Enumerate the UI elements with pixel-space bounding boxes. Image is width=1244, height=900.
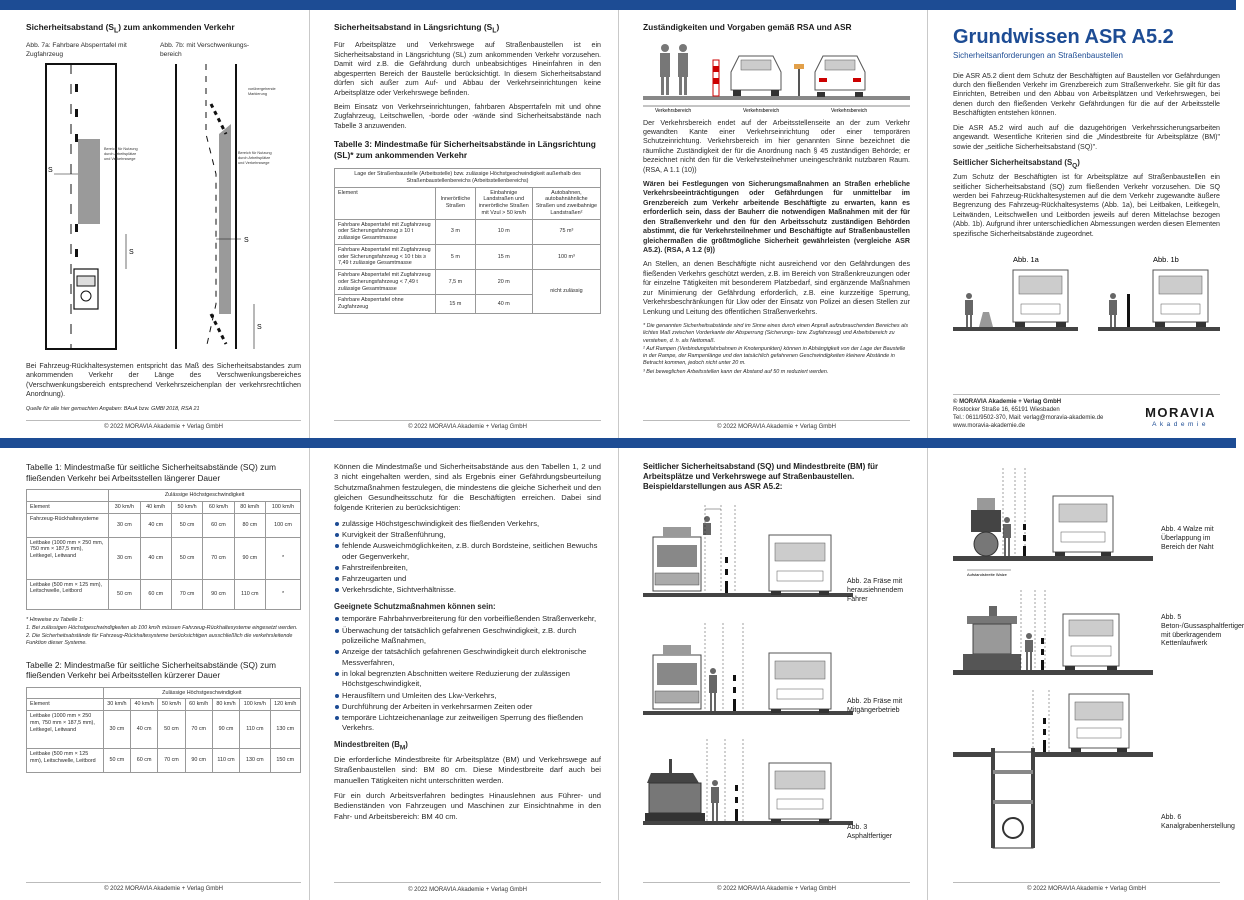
truck-icon xyxy=(769,763,831,823)
paragraph: Können die Mindestmaße und Sicherheitsabstände aus den Tabellen 1, 2 und 3 nicht eingehalten werden, sind als Ergebnis einer Gefährdungsbeurteilung Schutzmaßnahmen festzulegen, die mindestens die gleiche Sicherheit und den gleichen Gesundheitsschutz für die Beschäftigten erreichen. Dabei sind folgende Kriterien zu berücksichtigen: xyxy=(334,462,601,513)
traffic-area-figure xyxy=(643,38,910,113)
list-item: Anzeige der tatsächlich gefahrenen Geschwindigkeit durch elektronische Messverfahren, xyxy=(334,647,601,668)
panel-title: Seitlicher Sicherheitsabstand (SQ) und Mindestbreite (BM) für Arbeitsplätze und Verkehrswege auf Straßenbaustellen. Beispieldarstellungen aus ASR A5.2: xyxy=(643,462,879,491)
leitbake-icon xyxy=(1043,718,1046,752)
list-item: zulässige Höchstgeschwindigkeit des fließenden Verkehrs, xyxy=(334,519,601,529)
table-row: Fahrzeug-Rückhaltesysteme 30 cm 40 cm 50 cm 60 cm 80 cm 100 cm xyxy=(27,513,301,537)
figure-caption-7a: Abb. 7a: Fahrbare Absperrtafel mit Zugfahrzeug xyxy=(26,42,127,59)
figure-label-1b: Abb. 1b xyxy=(1153,255,1179,265)
list-item: Fahrstreifenbreiten, xyxy=(334,563,601,573)
footer: © 2022 MORAVIA Akademie + Verlag GmbH xyxy=(408,424,527,431)
table-header: Lage der Straßenbaustelle (Arbeitsstelle) bzw. zulässige Höchstgeschwindigkeit außerhalb des Straßenbaustellenbereichs (Arbeitsstellenbereichs) xyxy=(335,169,601,188)
criteria-list xyxy=(334,519,601,596)
svg-text:durch Arbeitsplätze: durch Arbeitsplätze xyxy=(104,151,137,156)
truck-icon xyxy=(1069,694,1129,752)
worker-icon xyxy=(711,780,719,821)
truck-icon xyxy=(1053,496,1113,556)
list-item: Überwachung der tatsächlich gefahrenen Geschwindigkeit, z.B. durch polizeiliche Maßnahmen, xyxy=(334,626,601,647)
paragraph: Für Arbeitsplätze und Verkehrswege auf Straßenbaustellen ist ein Sicherheitsabstand in Längsrichtung (SL) zum ankommenden Verkehr vorzusehen. Damit wird z.B. die Gefährdung durch unbeabsichtiges Hineinfahren in den abgesperrten Bereich der Baustelle berücksichtigt. In diesem Sicherheitsabstand dürfen sich außer zum Auf- und Abbau der Verkehrseinrichtungen keine Arbeitsplätze oder Verkehrswege befinden. xyxy=(334,41,601,97)
svg-text:Bereich für Nutzung: Bereich für Nutzung xyxy=(238,150,272,155)
worker-icon xyxy=(965,293,973,327)
paragraph: Für ein durch Arbeitsverfahren bedingtes Hinauslehnen aus Führer- und Bedienständen von Fahrzeugen und Maschinen zur Einsichtnahme in den Fahr- und Arbeitsbereich: BM 40 cm. xyxy=(334,791,601,821)
barrier-icon xyxy=(979,312,993,327)
leitbake-icon xyxy=(733,675,736,711)
footer-rule xyxy=(643,882,910,883)
top-band xyxy=(0,0,1236,10)
contact: Tel.: 0611/9502-370, Mail: verlag@moravia-akademie.de xyxy=(953,415,1104,422)
table-col-header: Innerörtliche Straßen xyxy=(436,187,476,219)
label-sl: S xyxy=(129,248,134,256)
footer: © 2022 MORAVIA Akademie + Verlag GmbH xyxy=(717,886,836,893)
milling-machine-icon xyxy=(653,645,701,709)
list-item: in lokal begrenzten Abschnitten weitere Reduzierung der zulässigen Höchstgeschwindigkeit, xyxy=(334,669,601,690)
footnote: 1. Bei zulässigen Höchstgeschwindigkeiten ab 100 km/h müssen Fahrzeug-Rückhaltesysteme eingesetzt werden. xyxy=(26,624,298,631)
car-icon xyxy=(815,56,865,97)
table-1: Zulässige Höchstgeschwindigkeit Element 30 km/h 40 km/h 50 km/h 60 km/h 80 km/h 100 km/h Fahrzeug-Rückhaltesysteme 30 cm 40 cm 50 cm 60 cm 80 cm 100 cm Leitbake (1000 mm × 250 mm, 750 mm × 187,5 mm), Leitkegel, Leitwand 30 cm 40 cm 50 cm 70 cm 90 cm * Leitbake (500 mm × 125 mm), Leitschwelle, Leitbord 50 cm 60 cm 70 cm 90 cm 110 cm * xyxy=(26,489,301,610)
list-item: Herausfiltern und Umleiten des Lkw-Verkehrs, xyxy=(334,691,601,701)
footnote: 2. Die Sicherheitsabstände für Fahrzeug-Rückhaltesysteme berücksichtigen ausschließlich die verkehrsleitende Funktion dieser Systeme. xyxy=(26,633,293,647)
footer: © 2022 MORAVIA Akademie + Verlag GmbH xyxy=(408,886,527,893)
figure-caption-2a: Abb. 2a Fräse mit herausiehnendem Fahrer xyxy=(847,578,904,603)
document-subtitle: Sicherheitsanforderungen an Straßenbaustellen xyxy=(953,51,1123,60)
sign-post-icon xyxy=(794,64,804,96)
worker-icon xyxy=(1025,633,1033,670)
footer: © 2022 MORAVIA Akademie + Verlag GmbH xyxy=(1027,886,1146,893)
figure-caption-3: Abb. 3 Asphaltfertiger xyxy=(847,824,893,840)
panel-title: Sicherheitsabstand in Längsrichtung $(S_L)$ xyxy=(334,22,500,35)
list-item: Durchführung der Arbeiten in verkehrsarmen Zeiten oder xyxy=(334,702,601,712)
table-row: Fahrbare Absperrtafel mit Zugfahrzeug oder Sicherungsfahrzeug < 10 t bis ≥ 7,49 t zulässige Gesamtmasse 5 m 15 m 100 m³ xyxy=(335,244,601,269)
work-area xyxy=(219,124,231,314)
figure-label-1a: Abb. 1a xyxy=(1013,255,1039,265)
leitbake-icon xyxy=(1041,638,1044,670)
paragraph-bold: Wären bei Festlegungen von Sicherungsmaßnahmen an Straßen erhebliche Verkehrsbeeinträchtigungen oder Gefährdungen für unmittelbar im Grenzbereich zum Verkehr arbeitende Beschäftigte zu erwarten, kann es erforderlich sein, dass der Bauherr die notwendigen Maßnahmen mit der für den Straßenverkehr und den für den Arbeitsschutz zuständigen Behörden abstimmt, die für Verkehrsteilnehmer und Beschäftigte auf Straßenbaustellen gleichermaßen die größtmögliche Sicherheit gewährleisten (vergleiche ASR A5.2). (RSA, A 1.2 (9)) xyxy=(643,180,910,254)
svg-text:durch Arbeitsplätze: durch Arbeitsplätze xyxy=(238,155,271,160)
leitbake-icon xyxy=(735,785,738,821)
svg-text:und Verkehrswege: und Verkehrswege xyxy=(238,160,270,165)
truck-icon xyxy=(769,535,831,595)
footer-rule xyxy=(26,420,301,421)
svg-text:und Verkehrswege: und Verkehrswege xyxy=(104,156,136,161)
truck-icon xyxy=(1063,614,1119,670)
publisher: © MORAVIA Akademie + Verlag GmbH xyxy=(953,399,1062,405)
workers-icon xyxy=(660,44,688,95)
figure-4 xyxy=(953,462,1153,582)
website-link[interactable]: www.moravia-akademie.de xyxy=(953,423,1026,430)
figure-caption-5: Abb. 5 Beton-/Gussasphaltfertiger mit überkragendem Kettenlaufwerk xyxy=(1161,614,1244,648)
measures-list xyxy=(334,614,601,733)
figure-caption-7b: Abb. 7b: mit Verschwenkungs-bereich xyxy=(160,42,250,59)
footnote: * Die genannten Sicherheitsabstände sind im Sinne eines durch einen Anprall aufzubrauchenden Bereiches als lichtes Maß zwischen Vorderkante der Absperrung (Sicherungs- bzw. Zugfahrzeug) und Arbeitsbereich zu verstehen, d. h. als Nettomaß. xyxy=(643,322,909,344)
paragraph: An Stellen, an denen Beschäftigte nicht ausreichend vor den Gefährdungen des fließenden Verkehrs geschützt werden, z.B. im Bereich von Straßenkreuzungen oder für einzelne Tätigkeiten mit besonderem Platzbedarf, sind ergänzende Maßnahmen zur Minimierung der Gefährdung erforderlich, z.B. eine kurzzeitige Sperrung, Verkehrsbeschränkungen für Lkw oder der Einsatz von Polizei an diesen Stellen zur Lenkung und Leitung des öffentlichen Straßenverkehrs. xyxy=(643,260,910,316)
footer: © 2022 MORAVIA Akademie + Verlag GmbH xyxy=(717,424,836,431)
truck-icon xyxy=(74,269,98,309)
paragraph: Die erforderliche Mindestbreite für Arbeitsplätze (BM) und Verkehrswege auf Straßenbaustellen sind: BM 80 cm. Diese Mindestbreite darf auch bei manuellen Tätigkeiten nicht unterschritten werden. xyxy=(334,755,601,785)
figure-caption-4: Abb. 4 Walze mit Überlappung im Bereich der Naht xyxy=(1161,526,1214,551)
column-divider xyxy=(927,448,928,900)
panel-title: Sicherheitsabstand $(S_L)$ zum ankommenden Verkehr xyxy=(26,22,235,35)
worker-icon xyxy=(1109,293,1117,327)
moravia-logo: MORAVIA Akademie xyxy=(1145,405,1216,429)
source-note: Quelle für alle hier gemachten Angaben: BAuA bzw. GMBl 2018, RSA 21 xyxy=(26,405,200,412)
panel-sicherheitsabstand-ankommend xyxy=(18,22,309,438)
table-title: Tabelle 2: Mindestmaße für seitliche Sicherheitsabstände (SQ) zum fließenden Verkehr bei Arbeitsstellen kürzerer Dauer xyxy=(26,659,276,681)
section-heading: Seitlicher Sicherheitsabstand $(S_Q)$ xyxy=(953,158,1080,170)
table-title: Tabelle 1: Mindestmaße für seitliche Sicherheitsabstände (SQ) zum fließenden Verkehr bei Arbeitsstellen längerer Dauer xyxy=(26,462,276,483)
figure-3 xyxy=(643,733,910,833)
work-area xyxy=(78,139,100,224)
panel-abbildungen-4-6 xyxy=(945,462,1244,900)
list-item: Fahrzeugarten und xyxy=(334,574,601,584)
panel-schutzmassnahmen xyxy=(326,462,609,900)
table-title: Tabelle 3: Mindestmaße für Sicherheitsabstände in Längsrichtung (SL)* zum ankommenden Verkehr xyxy=(334,139,596,160)
milling-machine-icon xyxy=(653,527,701,591)
table-row: Fahrbare Absperrtafel mit Zugfahrzeug oder Sicherungsfahrzeug ≥ 10 t zulässige Gesamtmasse 3 m 10 m 75 m³ xyxy=(335,219,601,244)
figure-caption-2b: Abb. 2b Fräse mit Mitgängerbetrieb xyxy=(847,698,903,714)
list-item: temporäre Fahrbahnverbreiterung für den vorbeifließenden Straßenverkehr, xyxy=(334,614,601,624)
paragraph: Beim Einsatz von Verkehrseinrichtungen, fahrbaren Absperrtafeln mit und ohne Zugfahrzeug, Leitschwellen, -borde oder -wände sind Sicherheitsabstände nach Tabelle 3 anzuwenden. xyxy=(334,102,601,130)
figure-6 xyxy=(953,690,1153,860)
asphalt-paver-icon xyxy=(645,759,705,821)
paragraph: Bei Fahrzeug-Rückhaltesystemen entspricht das Maß des Sicherheitsabstandes zum ankommenden Verkehr der Länge des Verschwenkungsbereiches (Verschwenkungsbereich entsprechend Verkehrszeichenplan der verkehrsrechtlichen Anordnung). xyxy=(26,361,301,399)
truck-icon xyxy=(1013,270,1068,327)
svg-text:S: S xyxy=(257,323,262,331)
panel-title: Zuständigkeiten und Vorgaben gemäß RSA und ASR xyxy=(643,22,852,32)
road-diagram-7 xyxy=(26,64,301,354)
footer: © 2022 MORAVIA Akademie + Verlag GmbH xyxy=(104,886,223,893)
figure-caption-6: Abb. 6 Kanalgrabenherstellung xyxy=(1161,814,1235,830)
table-col-header: Element xyxy=(335,187,436,219)
truck-icon xyxy=(769,653,831,713)
table-row: Leitbake (500 mm × 125 mm), Leitschwelle, Leitbord 50 cm 60 cm 70 cm 90 cm 110 cm 130 cm 150 cm xyxy=(27,749,301,773)
panel-cover xyxy=(945,22,1228,438)
barrier-icon xyxy=(713,60,719,96)
label-bereich: Bereich für Nutzung xyxy=(104,146,138,151)
list-item: Kurvigkeit der Straßenführung, xyxy=(334,530,601,540)
svg-text:Markierung: Markierung xyxy=(248,91,267,96)
list-item: fehlende Ausweichmöglichkeiten, z.B. durch Bordsteine, seitlichen Bewuchs oder Gegenverkehr, xyxy=(334,541,601,562)
panel-laengsrichtung xyxy=(326,22,609,438)
svg-text:vorübergehende: vorübergehende xyxy=(248,86,276,91)
table-row: Leitbake (500 mm × 125 mm), Leitschwelle, Leitbord 50 cm 60 cm 70 cm 90 cm 110 cm * xyxy=(27,579,301,609)
table-col-header: Autobahnen, autobahnähnliche Straßen und zweibahnige Landstraßen² xyxy=(532,187,600,219)
svg-text:S: S xyxy=(244,236,249,244)
label-so: S xyxy=(48,166,53,174)
roller-icon xyxy=(971,498,1001,556)
label-aufstandsbreite: Aufstandsbreite Walze xyxy=(967,572,1007,577)
table-row: Leitbake (1000 mm × 250 mm, 750 mm × 187,5 mm), Leitkegel, Leitwand 30 cm 40 cm 50 cm 70 cm 90 cm * xyxy=(27,537,301,579)
middle-band xyxy=(0,438,1236,448)
document-title: Grundwissen ASR A5.2 xyxy=(953,26,1174,48)
table-2: Zulässige Höchstgeschwindigkeit Element 30 km/h 40 km/h 50 km/h 60 km/h 80 km/h 100 km/h 120 km/h Leitbake (1000 mm × 250 mm, 750 mm × 187,5 mm), Leitkegel, Leitwand 30 cm 40 cm 50 cm 70 cm 90 cm 110 cm 130 cm Leitbake (500 mm × 125 mm), Leitschwelle, Leitbord 50 cm 60 cm 70 cm 90 cm 110 cm 130 cm 150 cm xyxy=(26,687,301,774)
panel-beispieldarstellungen xyxy=(635,462,918,900)
leitbake-icon xyxy=(1127,294,1130,327)
leitbake-icon xyxy=(725,557,728,593)
footnote: * Hinweise zu Tabelle 1: xyxy=(26,616,84,623)
label-verkehrsbereich: Verkehrsbereich xyxy=(831,107,868,114)
panel-zustaendigkeiten xyxy=(635,22,918,438)
footnote: ³ Bei beweglichen Arbeitsstellen kann der Abstand auf 50 m reduziert werden. xyxy=(643,368,829,375)
column-divider xyxy=(618,448,619,900)
paragraph: Der Verkehrsbereich endet auf der Arbeitsstellenseite an der zum Verkehr gewandten Kante einer Verkehrseinrichtung oder einer temporären Schutzeinrichtung. Verkehrsbereich im hier genannten Sinne bezeichnet die räumliche Zuständigkeit der für die Anordnung nach § 45 zuständigen Behörde; er bezeichnet nicht den für die Verkehrsteilnehmer uneingeschränkt nutzbaren Raum. (RSA, A 1.1 (10)) xyxy=(643,118,910,174)
column-divider xyxy=(309,448,310,900)
footnote: ² Auf Rampen (Verbindungsfahrbahnen in Knotenpunkten) können in Abhängigkeit von der Lage der Baustelle in der Rampe, der Rampenlänge und den tatsächlich gefahrenen Geschwindigkeiten kleinere Abstände in Betracht kommen, jedoch nicht unter 20 m. xyxy=(643,345,906,367)
footer-rule xyxy=(643,420,910,421)
paragraph: Die ASR A5.2 dient dem Schutz der Beschäftigten auf Baustellen vor Gefährdungen durch den fließenden Verkehr im Grenzbereich zum Straßenverkehr. Sie gilt für das Einrichten, Betreiben und den Abbau von Arbeitsplätzen und Verkehrswegen, bei denen durch den fließenden Verkehr Gefährdungen für die auf der Arbeitsstelle Beschäftigten entstehen können. xyxy=(953,71,1220,118)
concrete-paver-icon xyxy=(963,606,1021,670)
footer-rule xyxy=(26,882,301,883)
table-col-header: Einbahnige Landstraßen und innerörtliche Straßen mit Vzul > 50 km/h xyxy=(475,187,532,219)
car-icon xyxy=(731,56,781,96)
worker-icon xyxy=(1003,517,1011,556)
table-row: Leitbake (1000 mm × 250 mm, 750 mm × 187,5 mm), Leitkegel, Leitwand 30 cm 40 cm 50 cm 70 cm 90 cm 110 cm 130 cm xyxy=(27,711,301,749)
paragraph: Die ASR A5.2 wird auch auf die dazugehörigen Verkehrssicherungsarbeiten angewandt. Wesentliche Kriterien sind die „Mindestbreite für Arbeitsplätze (BM)" sowie der „seitliche Sicherheitsabstand (SQ)". xyxy=(953,123,1220,151)
footer-rule xyxy=(334,420,601,421)
trench-icon xyxy=(991,748,1035,848)
figure-1a-1b xyxy=(953,244,1220,339)
table-row: Fahrbare Absperrtafel ohne Zugfahrzeug 15 m 40 m xyxy=(335,295,601,314)
column-divider xyxy=(618,10,619,438)
figure-5 xyxy=(953,586,1153,686)
panel-tabellen-seitlich xyxy=(18,462,309,900)
list-item: Verkehrsdichte, Sichtverhältnisse. xyxy=(334,585,601,595)
leitbake-icon xyxy=(1023,524,1026,556)
footer: © 2022 MORAVIA Akademie + Verlag GmbH xyxy=(104,424,223,431)
table-3 xyxy=(334,168,601,314)
truck-icon xyxy=(1153,270,1208,327)
list-item: temporäre Lichtzeichenanlage zur zeitweiligen Sperrung des fließenden Verkehrs. xyxy=(334,713,601,734)
footer-rule xyxy=(953,882,1220,883)
footer-rule xyxy=(334,882,601,883)
label-verkehrsbereich: Verkehrsbereich xyxy=(655,107,692,114)
label-verkehrsbereich: Verkehrsbereich xyxy=(743,107,780,114)
table-row: Fahrbare Absperrtafel mit Zugfahrzeug oder Sicherungsfahrzeug < 7,49 t zulässige Gesamtmasse 7,5 m 20 m nicht zulässig xyxy=(335,270,601,295)
worker-icon xyxy=(703,516,711,535)
column-divider xyxy=(927,10,928,438)
worker-icon xyxy=(709,668,717,711)
address: Rostocker Straße 16, 65191 Wiesbaden xyxy=(953,407,1060,414)
section-heading: Mindestbreiten $(B_M)$ xyxy=(334,739,408,752)
column-divider xyxy=(309,10,310,438)
section-heading: Geeignete Schutzmaßnahmen können sein: xyxy=(334,601,496,611)
paragraph: Zum Schutz der Beschäftigten ist für Arbeitsplätze auf Straßenbaustellen ein seitlicher Sicherheitsabstand (SQ) zum fließenden Verkehr vorzusehen. Die SQ werden bei Fahrzeug-Rückhaltesystemen auf die dem Verkehr zugewandte äußere Begrenzung des Fahrzeug-Rückhaltesystems (Abb. 1a), bei Leitbaken, Leitkegeln, Leitwänden, Leitschwellen und Leitborden jeweils auf deren Mittelachse bezogen (Abb. 1b). Aufgrund ihrer unterschiedlichen Abmessungen werden diesen Elementen spezifische Sicherheitsabstände zugeordnet. xyxy=(953,173,1220,238)
